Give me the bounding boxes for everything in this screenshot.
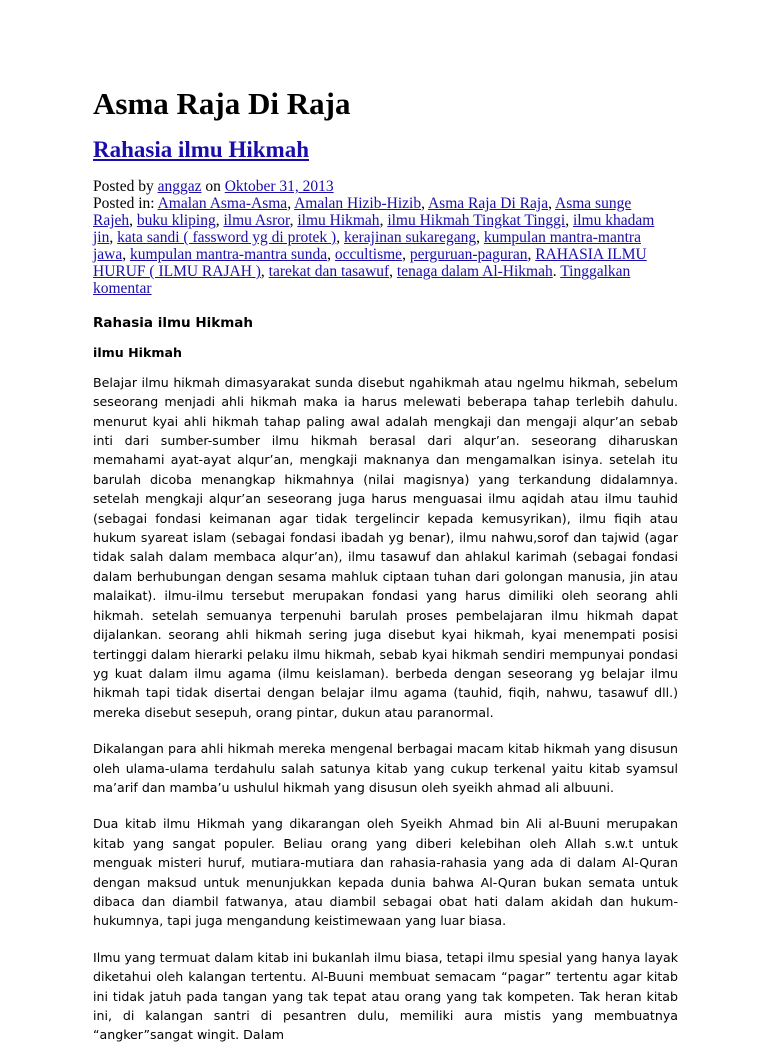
category-link[interactable]: kerajinan sukaregang — [343, 229, 477, 246]
posted-in-line — [93, 195, 671, 297]
category-separator: , — [476, 229, 484, 246]
posted-by-line — [93, 178, 671, 195]
post-title: Asma Raja Di Raja — [93, 86, 351, 121]
article-subheading: ilmu Hikmah — [93, 345, 182, 361]
period-separator: . — [552, 263, 561, 280]
category-link[interactable]: occultisme — [334, 246, 403, 263]
article-heading: Rahasia ilmu Hikmah — [93, 315, 254, 331]
date-link[interactable]: Oktober 31, 2013 — [224, 178, 334, 195]
article-paragraph-2: Dikalangan para ahli hikmah mereka mengenal berbagai macam kitab hikmah yang disusun oleh ulama-ulama terdahulu salah satunya kitab yang cukup terkenal yaitu kitab syamsul ma’arif dan mamba’u ushulul hikmah yang disusun oleh syeikh ahmad ali albuuni. — [93, 741, 678, 795]
category-separator: , — [289, 212, 298, 229]
category-link[interactable]: tarekat dan tasawuf — [268, 263, 390, 280]
category-separator: , — [129, 212, 137, 229]
category-link[interactable]: kata sandi ( fassword yg di protek ) — [117, 229, 337, 246]
category-link[interactable]: kumpulan mantra-mantra sunda — [130, 246, 328, 263]
category-separator: , — [215, 212, 224, 229]
category-link[interactable]: Asma sunge Rajeh — [93, 195, 632, 229]
category-link[interactable]: buku kliping — [136, 212, 216, 229]
category-separator: , — [260, 263, 269, 280]
category-link[interactable]: ilmu Hikmah — [297, 212, 380, 229]
category-link[interactable]: Amalan Hizib-Hizib — [294, 195, 422, 212]
post-subtitle — [93, 135, 693, 165]
category-link[interactable]: perguruan-paguran — [409, 246, 528, 263]
category-separator: , — [109, 229, 118, 246]
category-link[interactable]: Amalan Asma-Asma — [157, 195, 288, 212]
category-separator: , — [389, 263, 397, 280]
category-link[interactable]: RAHASIA ILMU HURUF ( ILMU RAJAH ) — [93, 246, 647, 280]
post-meta — [93, 178, 671, 297]
leave-comment-link[interactable]: Tinggalkan komentar — [93, 263, 631, 297]
category-separator: , — [565, 212, 573, 229]
posted-by-label: Posted by — [93, 178, 158, 195]
category-separator: , — [287, 195, 295, 212]
author-link[interactable]: anggaz — [157, 178, 202, 195]
article-body — [93, 314, 678, 1062]
category-link[interactable]: Asma Raja Di Raja — [427, 195, 549, 212]
post-subtitle-link[interactable]: Rahasia ilmu Hikmah — [93, 137, 309, 162]
category-separator: , — [421, 195, 428, 212]
category-separator: , — [402, 246, 410, 263]
posted-in-label: Posted in: — [93, 195, 158, 212]
on-label: on — [201, 178, 225, 195]
article-paragraph-3: Dua kitab ilmu Hikmah yang dikarangan oleh Syeikh Ahmad bin Ali al-Buuni merupakan kitab yang sangat populer. Beliau orang yang diberi kelebihan oleh Allah s.w.t untuk menguak misteri huruf, mutiara-mutiara dan rahasia-rahasia yang ada di dalam Al-Quran dengan maksud untuk menunjukkan kepada dunia bahwa Al-Quran bukan semata untuk dibaca dan diambil fatwanya, atau diambil sebagai obat hati dalam akidah dan hukum-hukumnya, tapi juga mengandung keistimewaan yang luar biasa. — [93, 816, 678, 929]
article-paragraph-4: Ilmu yang termuat dalam kitab ini bukanlah ilmu biasa, tetapi ilmu spesial yang hanya layak diketahui oleh kalangan tertentu. Al-Buuni membuat semacam “pagar” tertentu agar kitab ini tidak jatuh pada tangan yang tak tepat atau orang yang tak kompeten. Tak heran kitab ini, di kalangan santri di pesantren dulu, memiliki aura mistis yang membuatnya “angker”sangat wingit. Dalam — [93, 949, 678, 1043]
category-link[interactable]: ilmu Hikmah Tingkat Tinggi — [387, 212, 566, 229]
article-paragraph-1: Belajar ilmu hikmah dimasyarakat sunda disebut ngahikmah atau ngelmu hikmah, sebelum seseorang menjadi ahli hikmah maka ia harus melewati beberapa tahap terlebih dahulu. menurut kyai ahli hikmah tahap paling awal adalah mengkaji dan mengaji alqur’an sebab inti dari sumber-sumber ilmu hikmah berasal dari alqur’an. seseorang diharuskan memahami ayat-ayat alqur’an, mengkaji maknanya dan mengamalkan isinya. setelah itu barulah dicoba menangkap hikmahnya (nilai magisnya) yang terkandung didalamnya. setelah mengkaji alqur’an seseorang juga harus menguasai ilmu aqidah atau ilmu tauhid (sebagai fondasi keimanan agar tidak tergelincir kepada kemusyrikan), ilmu fiqih atau hukum syareat islam (sebagai fondasi ibadah yg benar), ilmu nahwu,sorof dan tajwid (agar tidak salah dalam membaca alqur’an), ilmu tasawuf dan ahlakul karimah (sebagai fondasi dalam berhubungan dengan sesama mahluk ciptaan tuhan dari golongan manusia, jin atau malaikat). ilmu-ilmu tersebut merupakan fondasi yang harus dimiliki oleh seorang ahli hikmah. setelah semuanya terpenuhi barulah proses pembelajaran ilmu hikmah dapat dijalankan. seorang ahli hikmah sering juga disebut kyai hikmah, kyai menempati posisi tertinggi dalam hierarki pelaku ilmu hikmah, sebab kyai hikmah sendiri mempunyai pondasi yg kuat dalam ilmu agama (ilmu keislaman). berbeda dengan seseorang yg belajar ilmu hikmah tapi tidak disertai dengan belajar ilmu agama (tauhid, fiqih, nahwu, tasawuf dll.) mereka disebut sesepuh, orang pintar, dukun atau paranormal. — [93, 374, 678, 720]
category-link[interactable]: kumpulan mantra-mantra jawa — [93, 229, 641, 263]
category-separator: , — [379, 212, 388, 229]
category-link[interactable]: ilmu khadam jin — [93, 212, 655, 246]
category-separator: , — [527, 246, 536, 263]
category-separator: , — [336, 229, 344, 246]
category-separator: , — [548, 195, 555, 212]
category-link[interactable]: tenaga dalam Al-Hikmah — [396, 263, 553, 280]
category-separator: , — [122, 246, 131, 263]
category-link[interactable]: ilmu Asror — [223, 212, 290, 229]
category-separator: , — [327, 246, 335, 263]
